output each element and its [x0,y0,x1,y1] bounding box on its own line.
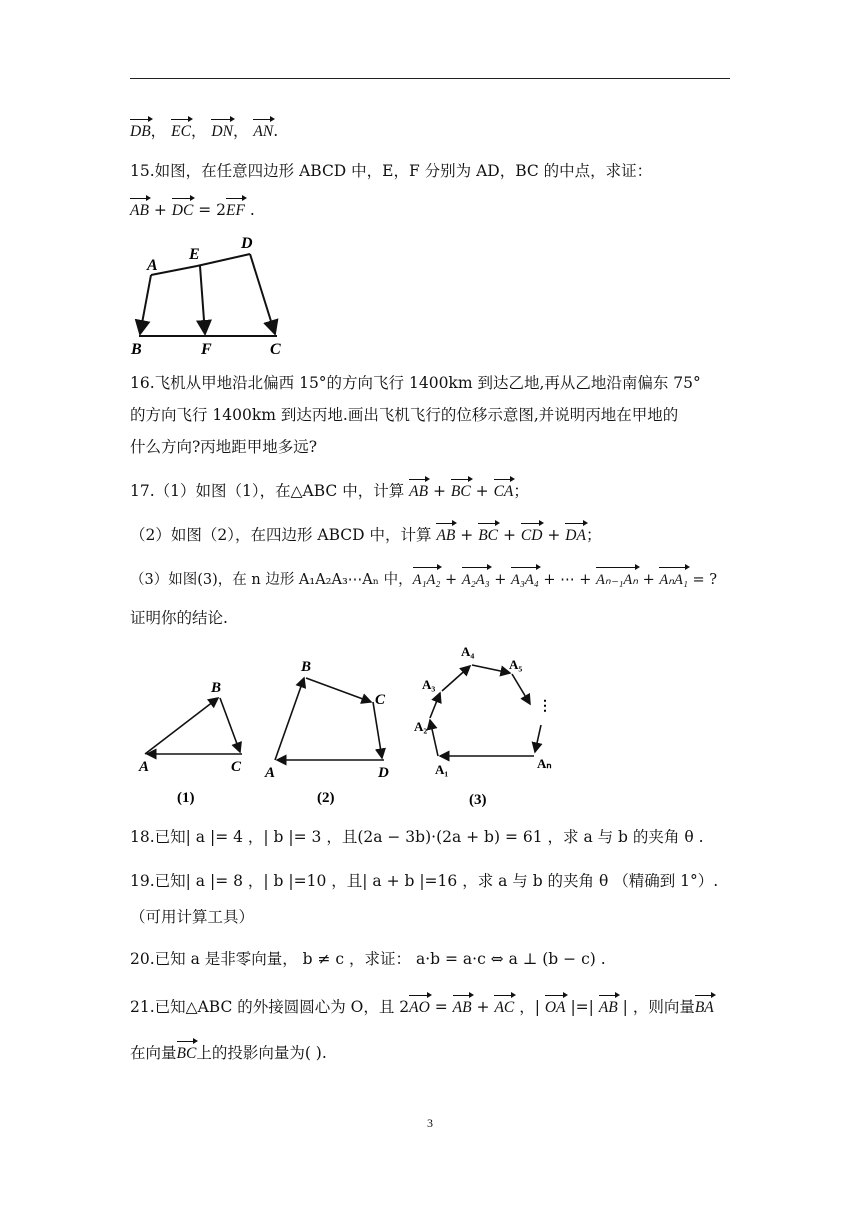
vector: Aₙ₋₁Aₙ [596,566,638,591]
problem-14-tail [130,118,278,143]
label-a: A [147,257,158,274]
figure-15-quadrilateral [125,228,295,358]
text: 在向量 [130,1044,177,1062]
problem-19-line1: 19.已知| a |= 8 ，| b |=10 ，且| a + b |=16 ，求 a 与 b 的夹角 θ （精确到 1°）. [130,872,719,890]
vector: BC [451,478,471,503]
figure-17-polygons [125,640,565,812]
fig3-vector-a2a3 [430,693,440,718]
label-b: B [131,341,142,358]
fig2-label-b: B [301,659,312,675]
problem-18: 18.已知| a |= 4 ，| b |= 3 ，且(2a − 3b)·(2a + b) = 61 ，求 a 与 b 的夹角 θ . [130,828,704,846]
problem-16-line1: 16.飞机从甲地沿北偏西 15°的方向飞行 1400km 到达乙地,再从乙地沿南偏东 75° [130,374,701,392]
vector-ab: AB [599,994,618,1019]
vector-dc-arrow [250,254,275,334]
fig1-caption: (1) [177,790,195,806]
text: | ，则向量 [617,998,695,1016]
text: = [429,998,453,1016]
label-d: D [241,235,253,252]
fig3-vector-a5-next [512,674,530,704]
sep: ， [190,122,207,140]
header-rule [130,78,730,79]
fig2-vector-bc [306,678,371,702]
fig1-vector-ab [145,698,218,754]
vector-ac: AC [494,994,514,1019]
vector: CD [521,522,543,547]
vector-an: AN [253,118,273,143]
vector: A₂A₃ [462,566,490,591]
edge-ae [151,266,197,275]
text: （3）如图(3)，在 n 边形 A₁A₂A₃⋯Aₙ 中， [130,572,413,588]
text: + [471,998,495,1016]
fig2-label-c: C [375,692,386,708]
fig1-label-b: B [211,680,222,696]
text: 上的投影向量为( ). [196,1044,327,1062]
label-f: F [201,341,212,358]
fig3-vector-a1a2 [430,720,438,756]
fig3-vector-a4a5 [472,665,510,673]
page-number: 3 [427,1116,433,1130]
fig3-label-a5: A₅ [509,657,523,672]
vector: AₙA₁ [659,566,688,591]
equals: = 2 [193,201,227,219]
fig2-caption: (2) [317,790,335,806]
fig3-caption: (3) [469,792,487,808]
fig1-label-c: C [231,759,242,775]
fig2-vector-ab [275,678,304,760]
vector-ab: AB [453,994,472,1019]
text: 17.（1）如图（1），在△ABC 中，计算 [130,482,405,500]
problem-16-line2: 的方向飞行 1400km 到达丙地.画出飞机飞行的位移示意图,并说明丙地在甲地的 [130,406,679,424]
sep: ， [150,122,167,140]
fig3-vector-to-an [535,725,541,752]
vector: A₁A₂ [413,566,441,591]
vector-ec: EC [171,118,191,143]
vector-oa: OA [545,994,566,1019]
vector-db: DB [130,118,151,143]
edge-ed [197,254,250,266]
fig2-label-a: A [265,765,276,781]
fig3-label-a2: A₂ [414,719,428,734]
vector-ef: EF [226,197,245,222]
fig3-ellipsis: ⋮ [538,699,552,714]
vector-ef-arrow [200,266,205,334]
problem-17-line3: （3）如图(3)，在 n 边形 A₁A₂A₃⋯Aₙ 中，A₁A₂ + A₂A₃ + A₃A₄ + ⋯ + Aₙ₋₁Aₙ + AₙA₁ = ? [130,566,717,591]
fig2-vector-cd [373,702,382,758]
end: . [273,122,279,140]
problem-17-line2: （2）如图（2），在四边形 ABCD 中，计算 AB + BC + CD + DA； [130,522,601,547]
label-e: E [189,246,200,263]
vector-ab: AB [130,197,149,222]
label-c: C [270,341,281,358]
text: |=| [565,998,599,1016]
problem-16-line3: 什么方向?丙地距甲地多远? [130,438,318,456]
vector: DA [565,522,586,547]
vector-ao: AO [409,994,430,1019]
sep: ， [232,122,249,140]
vector-dn: DN [211,118,233,143]
problem-20: 20.已知 a 是非零向量， b ≠ c ，求证： a·b = a·c ⇔ a ⊥ (b − c) . [130,950,606,968]
ellipsis: ⋯ [560,572,575,588]
vector: A₃A₄ [511,566,539,591]
vector: BC [478,522,498,547]
end: = ? [687,572,718,588]
fig1-label-a: A [139,759,150,775]
problem-17-line4: 证明你的结论. [130,609,228,627]
fig2-label-d: D [378,765,389,781]
fig3-label-a4: A₄ [461,644,475,659]
vector-dc: DC [172,197,194,222]
fig3-label-a3: A₃ [422,677,436,692]
problem-15-text: 15.如图，在任意四边形 ABCD 中，E，F 分别为 AD，BC 的中点，求证： [130,162,653,180]
vector-ab-arrow [140,275,151,334]
plus: + [148,201,172,219]
problem-21-line2 [130,1040,327,1065]
text: 21.已知△ABC 的外接圆圆心为 O，且 2 [130,998,410,1016]
vector-bc: BC [177,1040,197,1065]
vector: AB [409,478,428,503]
vector-ba: BA [695,994,714,1019]
end: . [244,201,255,219]
problem-17-line1: 17.（1）如图（1），在△ABC 中，计算 AB + BC + CA； [130,478,529,503]
problem-15-equation [130,197,255,222]
vector: AB [436,522,455,547]
vector: CA [494,478,514,503]
fig3-label-a1: A₁ [435,762,449,777]
fig3-vector-a3a4 [442,666,470,691]
problem-21-line1 [130,994,714,1019]
fig3-label-an: Aₙ [537,756,552,771]
fig1-vector-bc [220,698,240,752]
problem-19-line2: （可用计算工具） [130,908,255,926]
text: （2）如图（2），在四边形 ABCD 中，计算 [130,526,432,544]
text: ，| [514,998,545,1016]
